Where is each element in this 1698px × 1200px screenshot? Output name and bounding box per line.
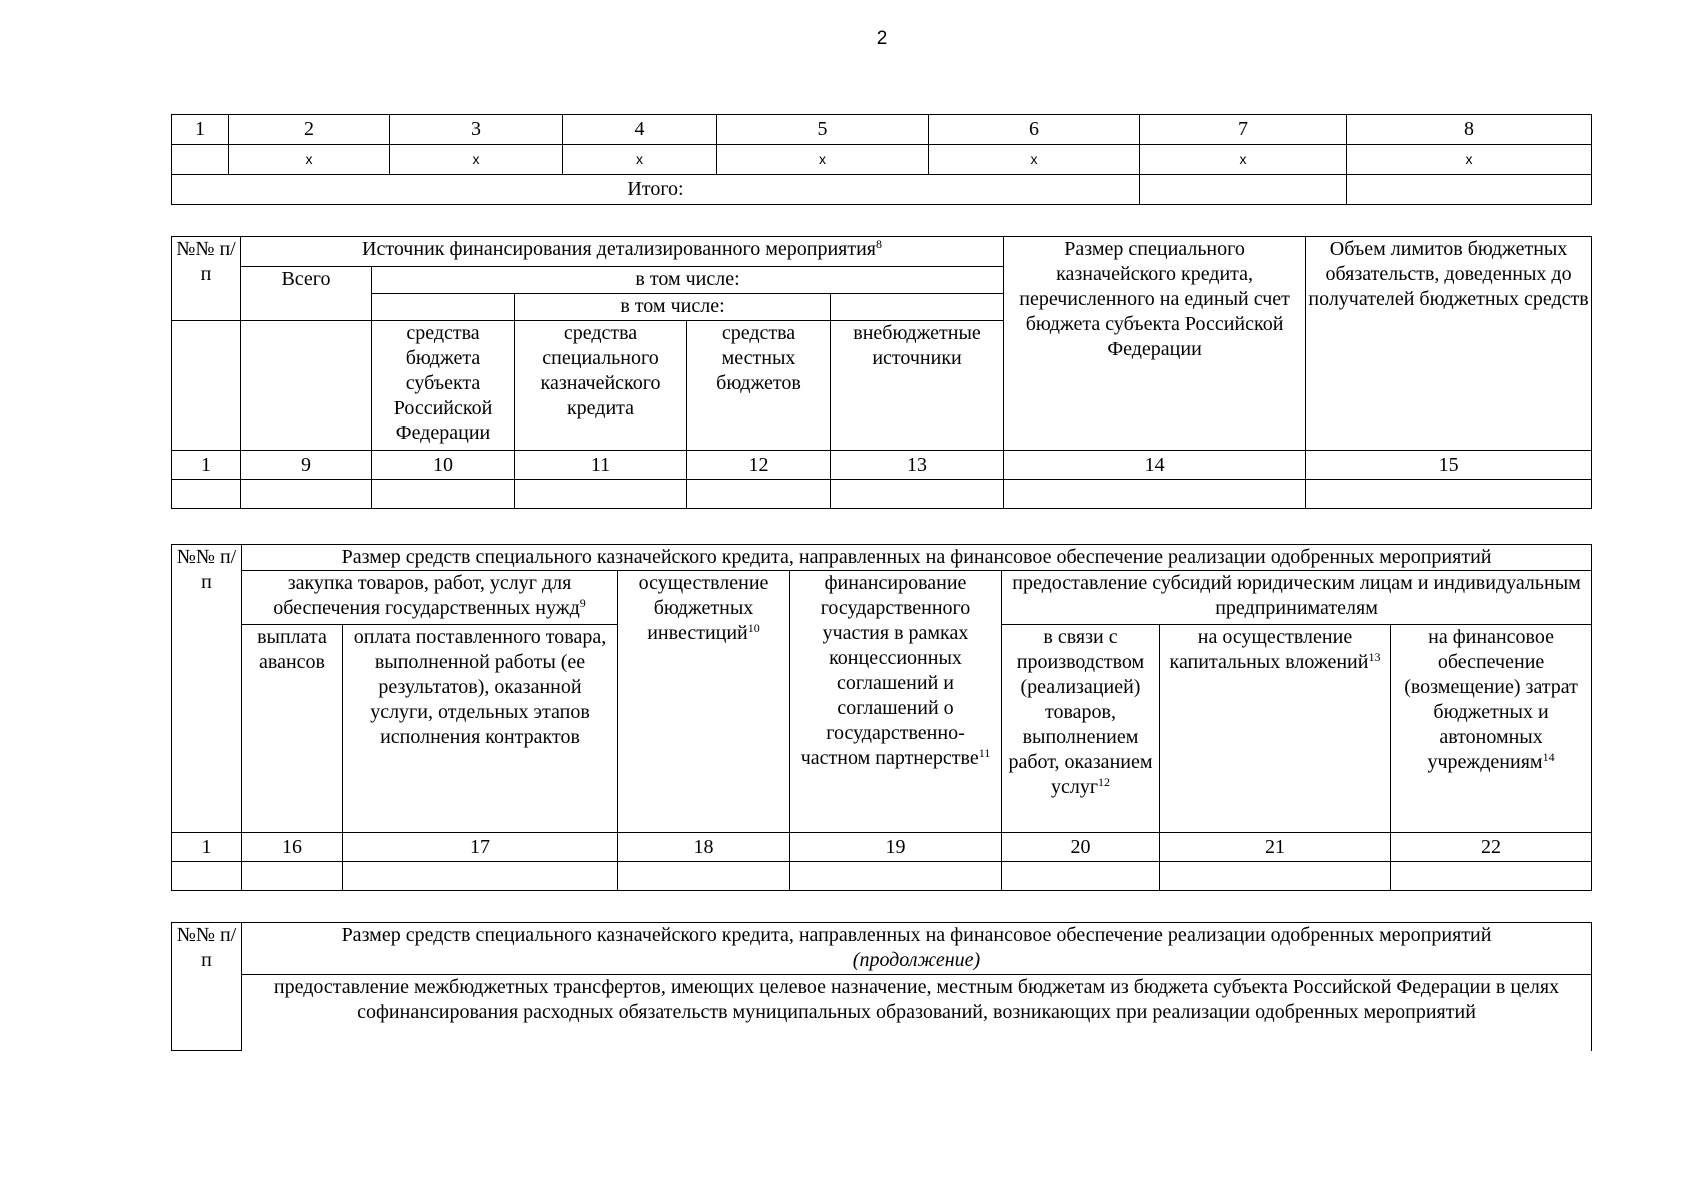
footnote-ref: 10 xyxy=(747,621,760,635)
main-header: Размер средств специального казначейского кредита, направленных на финансовое обеспечение реализации одобренных мероприятий (продолжение) xyxy=(242,923,1592,975)
data-cell xyxy=(343,862,618,891)
col-number-cell: 6 xyxy=(929,115,1140,145)
data-cell xyxy=(1306,480,1592,509)
col-number-cell: 4 xyxy=(563,115,717,145)
col-number-cell: 17 xyxy=(343,833,618,862)
payment-header: оплата поставленного товара, выполненной работы (ее результатов), оказанной услуги, отдельных этапов исполнения контрактов xyxy=(343,625,618,833)
concession-header: финансирование государственного участия в рамках концессионных соглашений и соглашений о государственно-частном партнерстве$^{11}$ xyxy=(790,571,1002,833)
data-cell xyxy=(1160,862,1391,891)
col-number-cell: 18 xyxy=(618,833,790,862)
local-budgets-header: средства местных бюджетов xyxy=(687,321,831,451)
data-cell xyxy=(1004,480,1306,509)
header-row-2 xyxy=(172,975,1592,1051)
num-header: №№ п/п xyxy=(172,545,242,833)
regional-budget-header: средства бюджета субъекта Российской Федерации xyxy=(372,321,515,451)
data-cell xyxy=(618,862,790,891)
institutions-header: на финансовое обеспечение (возмещение) затрат бюджетных и автономных учреждениям$^{14}$ xyxy=(1391,625,1592,833)
empty-cell xyxy=(831,294,1004,321)
header-row-2 xyxy=(172,571,1592,625)
x-mark-cell: х xyxy=(1347,145,1592,175)
num-header: №№ п/п xyxy=(172,923,242,1051)
data-cell xyxy=(831,480,1004,509)
footnote-ref: 11 xyxy=(978,746,991,760)
advances-header: выплата авансов xyxy=(242,625,343,833)
footnote-ref: 14 xyxy=(1542,750,1555,764)
header-row-1 xyxy=(172,545,1592,571)
production-header: в связи с производством (реализацией) товаров, выполнением работ, оказанием услуг$^{12}$ xyxy=(1002,625,1160,833)
total-label: Итого: xyxy=(172,175,1140,205)
data-row xyxy=(172,480,1592,509)
col-number-cell: 5 xyxy=(717,115,929,145)
col-number-cell: 1 xyxy=(172,833,242,862)
col-number-cell: 10 xyxy=(372,451,515,480)
empty-cell xyxy=(241,321,372,451)
data-cell xyxy=(172,862,242,891)
header-row-1 xyxy=(172,237,1592,267)
investments-header: осуществление бюджетных инвестиций$^{10}$ xyxy=(618,571,790,833)
column-number-row xyxy=(172,451,1592,480)
data-cell xyxy=(172,480,241,509)
total-value-cell xyxy=(1140,175,1347,205)
column-number-row xyxy=(172,115,1592,145)
x-mark-cell: х xyxy=(229,145,390,175)
data-cell xyxy=(241,480,372,509)
footnote-ref: 8 xyxy=(876,237,883,251)
col-number-cell: 19 xyxy=(790,833,1002,862)
col-number-cell: 11 xyxy=(515,451,687,480)
procurement-header: закупка товаров, работ, услуг для обеспечения государственных нужд$^9$ xyxy=(242,571,618,625)
including-header: в том числе: xyxy=(372,267,1004,294)
subsidies-header: предоставление субсидий юридическим лицам и индивидуальным предпринимателям xyxy=(1002,571,1592,625)
col-number-cell: 9 xyxy=(241,451,372,480)
data-cell xyxy=(372,480,515,509)
data-cell xyxy=(790,862,1002,891)
offbudget-header: внебюджетные источники xyxy=(831,321,1004,451)
col-number-cell: 7 xyxy=(1140,115,1347,145)
x-mark-cell: х xyxy=(717,145,929,175)
data-cell xyxy=(242,862,343,891)
col-number-cell: 22 xyxy=(1391,833,1592,862)
col-number-cell: 13 xyxy=(831,451,1004,480)
col-number-cell: 1 xyxy=(172,115,229,145)
col-number-cell: 21 xyxy=(1160,833,1391,862)
empty-cell xyxy=(172,321,241,451)
col-number-cell: 2 xyxy=(229,115,390,145)
footnote-ref: 13 xyxy=(1368,650,1381,664)
treasury-credit-header: средства специального казначейского кредита xyxy=(515,321,687,451)
empty-cell xyxy=(172,145,229,175)
source-header: Источник финансирования детализированного мероприятия$^8$ xyxy=(241,237,1004,267)
x-mark-cell: х xyxy=(563,145,717,175)
total-value-cell xyxy=(1347,175,1592,205)
col-number-cell: 12 xyxy=(687,451,831,480)
data-cell xyxy=(1002,862,1160,891)
page-number: 2 xyxy=(876,28,888,49)
col-number-cell: 8 xyxy=(1347,115,1592,145)
data-cell xyxy=(515,480,687,509)
table-credit-allocation xyxy=(171,544,1592,891)
column-number-row xyxy=(172,833,1592,862)
table-financing-sources xyxy=(171,236,1592,509)
col-number-cell: 3 xyxy=(390,115,563,145)
col-number-cell: 14 xyxy=(1004,451,1306,480)
table-credit-allocation-continued xyxy=(171,922,1592,1051)
credit-size-header: Размер специального казначейского кредита, перечисленного на единый счет бюджета субъекта Российской Федерации xyxy=(1004,237,1306,451)
main-header: Размер средств специального казначейского кредита, направленных на финансовое обеспечение реализации одобренных мероприятий xyxy=(242,545,1592,571)
x-mark-row xyxy=(172,145,1592,175)
col-number-cell: 15 xyxy=(1306,451,1592,480)
table-summary xyxy=(171,114,1592,205)
transfers-header: предоставление межбюджетных трансфертов, имеющих целевое назначение, местным бюджетам из бюджета субъекта Российской Федерации в целях софинансирования расходных обязательств муниципальных образований, возникающих при реализации одобренных мероприятий xyxy=(242,975,1592,1051)
data-row xyxy=(172,862,1592,891)
data-cell xyxy=(1391,862,1592,891)
limits-header: Объем лимитов бюджетных обязательств, доведенных до получателей бюджетных средств xyxy=(1306,237,1592,451)
capital-header: на осуществление капитальных вложений$^{13}$ xyxy=(1160,625,1391,833)
x-mark-cell: х xyxy=(1140,145,1347,175)
x-mark-cell: х xyxy=(929,145,1140,175)
col-number-cell: 16 xyxy=(242,833,343,862)
total-row xyxy=(172,175,1592,205)
x-mark-cell: х xyxy=(390,145,563,175)
header-row-1 xyxy=(172,923,1592,975)
footnote-ref: 9 xyxy=(579,596,586,610)
total-header: Всего xyxy=(241,267,372,321)
continuation-label: (продолжение) xyxy=(852,949,981,971)
footnote-ref: 12 xyxy=(1098,775,1111,789)
data-cell xyxy=(687,480,831,509)
including-sub-header: в том числе: xyxy=(515,294,831,321)
num-header: №№ п/п xyxy=(172,237,241,321)
col-number-cell: 20 xyxy=(1002,833,1160,862)
col-number-cell: 1 xyxy=(172,451,241,480)
empty-cell xyxy=(372,294,515,321)
